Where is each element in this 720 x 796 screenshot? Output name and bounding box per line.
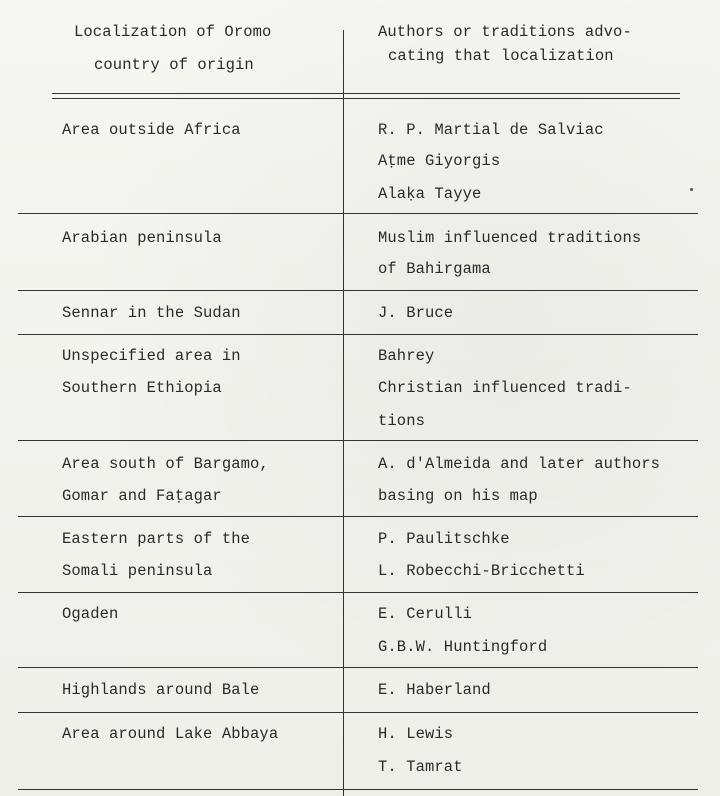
- row-5-right-line-2: basing on his map: [378, 487, 538, 505]
- row-divider: [18, 334, 698, 335]
- row-divider: [18, 592, 698, 593]
- header-double-rule: [52, 93, 680, 99]
- row-2-right-line-1: Muslim influenced traditions: [378, 229, 642, 247]
- row-1-right-line-1: R. P. Martial de Salviac: [378, 121, 604, 139]
- row-8-right-line-1: E. Haberland: [378, 681, 491, 699]
- row-7-right-line-1: E. Cerulli: [378, 605, 473, 623]
- row-divider: [18, 789, 698, 790]
- header-right-line-2: cating that localization: [388, 47, 614, 65]
- row-9-right-line-2: T. Tamrat: [378, 758, 463, 776]
- row-4-left-line-1: Unspecified area in: [62, 347, 241, 365]
- row-6-right-line-2: L. Robecchi-Bricchetti: [378, 562, 585, 580]
- row-divider: [18, 516, 698, 517]
- row-divider: [18, 213, 698, 214]
- row-4-right-line-3: tions: [378, 412, 426, 430]
- row-1-right-line-2: Aṭme Giyorgis: [378, 152, 501, 170]
- row-3-right-line-1: J. Bruce: [378, 304, 454, 322]
- row-9-left-line-1: Area around Lake Abbaya: [62, 725, 279, 743]
- column-divider: [343, 30, 344, 796]
- row-5-left-line-2: Gomar and Faṭagar: [62, 487, 222, 505]
- row-5-right-line-1: A. d'Almeida and later authors: [378, 455, 661, 473]
- row-4-right-line-2: Christian influenced tradi-: [378, 379, 632, 397]
- row-divider: [18, 440, 698, 441]
- row-1-right-line-3: Alaḳa Tayye: [378, 185, 482, 203]
- row-2-right-line-2: of Bahirgama: [378, 260, 491, 278]
- row-5-left-line-1: Area south of Bargamo,: [62, 455, 269, 473]
- row-3-left-line-1: Sennar in the Sudan: [62, 304, 241, 322]
- row-divider: [18, 667, 698, 668]
- row-9-right-line-1: H. Lewis: [378, 725, 454, 743]
- header-left-line-1: Localization of Oromo: [74, 23, 272, 41]
- header-left-line-2: country of origin: [94, 56, 254, 74]
- row-1-left-line-1: Area outside Africa: [62, 121, 241, 139]
- header-right-line-1: Authors or traditions advo-: [378, 23, 632, 41]
- row-4-right-line-1: Bahrey: [378, 347, 435, 365]
- row-6-right-line-1: P. Paulitschke: [378, 530, 510, 548]
- row-7-left-line-1: Ogaden: [62, 605, 119, 623]
- row-6-left-line-2: Somali peninsula: [62, 562, 213, 580]
- row-4-left-line-2: Southern Ethiopia: [62, 379, 222, 397]
- row-divider: [18, 712, 698, 713]
- row-2-left-line-1: Arabian peninsula: [62, 229, 222, 247]
- row-7-right-line-2: G.B.W. Huntingford: [378, 638, 548, 656]
- row-6-left-line-1: Eastern parts of the: [62, 530, 251, 548]
- ink-speck: [690, 188, 693, 191]
- row-divider: [18, 290, 698, 291]
- row-8-left-line-1: Highlands around Bale: [62, 681, 260, 699]
